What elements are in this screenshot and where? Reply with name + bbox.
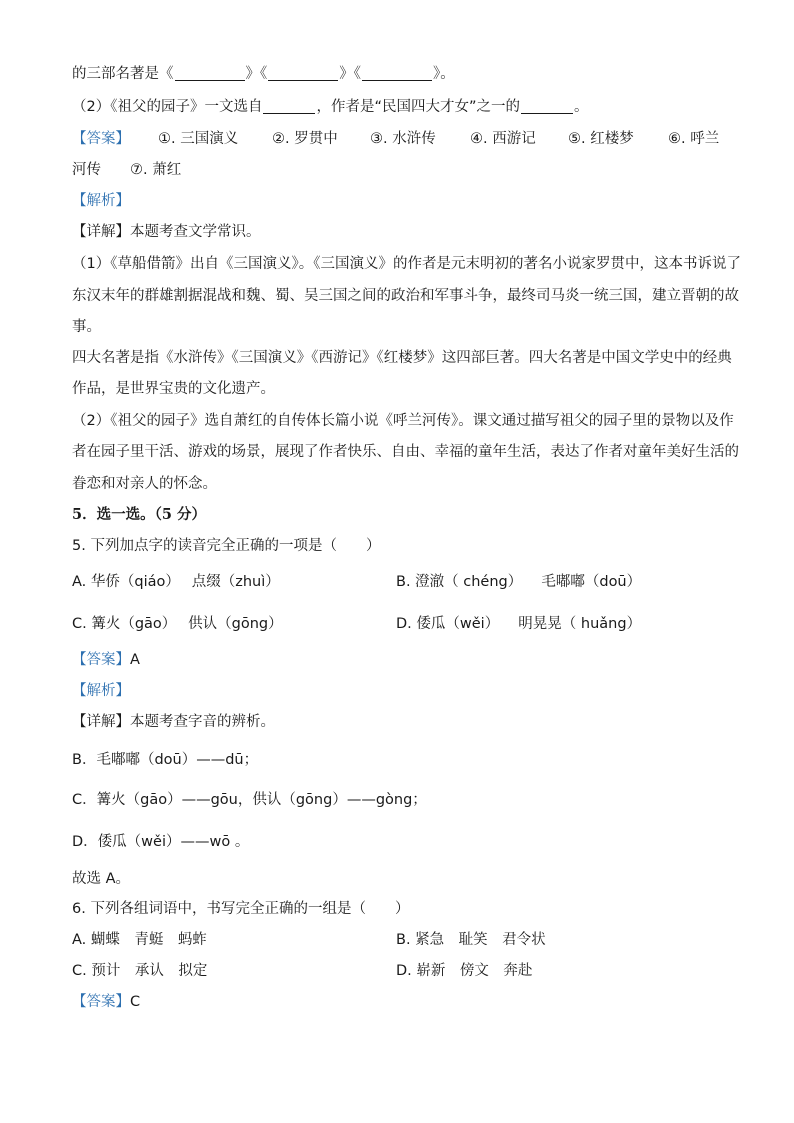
section-title: 5．选一选。（5 分） [72, 506, 206, 523]
final-choice: 故选 A。 [72, 871, 131, 887]
answer-label: 【答案】 [72, 994, 130, 1010]
blank-2[interactable] [268, 66, 338, 81]
answer-value: A [130, 652, 140, 668]
para3-line2: 者在园子里干活、游戏的场景，展现了作者快乐、自由、幸福的童年生活，表达了作者对童年美好生活的 [72, 444, 739, 460]
option-d[interactable]: D. 倭瓜（wěi） 明晃晃（ huǎng） [396, 616, 642, 632]
answer-label: 【答案】 [72, 652, 130, 668]
para3-line3: 眷恋和对亲人的怀念。 [72, 476, 217, 492]
blank-4[interactable] [263, 99, 315, 114]
answer-item: ②. 罗贯中 [272, 131, 338, 147]
para3-line1: （2）《祖父的园子》选自萧红的自传体长篇小说《呼兰河传》。课文通过描写祖父的园子里的景物以及作 [72, 413, 734, 429]
question-stem: 6. 下列各组词语中，书写完全正确的一组是（ ） [72, 901, 410, 917]
option-b[interactable]: B. 紧急 耻笑 君令状 [396, 932, 546, 948]
answer-item: ⑦. 萧红 [130, 162, 182, 178]
explanation-d: D．倭瓜（wěi）——wō 。 [72, 834, 250, 850]
answer-line [72, 992, 732, 1012]
q4-answer-line-2: 河传 ⑦. 萧红 [72, 162, 182, 178]
answer-item: ④. 西游记 [470, 131, 536, 147]
option-d[interactable]: D. 崭新 傍文 奔赴 [396, 963, 533, 979]
blank-3[interactable] [362, 66, 432, 81]
explanation-c: C．篝火（gāo）——gōu，供认（gōng）——gòng； [72, 792, 427, 808]
option-a[interactable]: A. 蝴蝶 青蜓 蚂蚱 [72, 932, 207, 948]
analysis-label: 【解析】 [72, 683, 130, 699]
detail-line: 【详解】本题考查字音的辨析。 [72, 714, 275, 730]
para1-line3: 事。 [72, 319, 101, 335]
blank-5[interactable] [521, 99, 573, 114]
answer-item: ⑥. 呼兰 [668, 131, 720, 147]
q4-answer-line [72, 129, 732, 149]
answer-label: 【答案】 [72, 131, 130, 147]
answer-item: ①. 三国演义 [158, 131, 239, 147]
question-stem: 5. 下列加点字的读音完全正确的一项是（ ） [72, 538, 381, 554]
answer-line [72, 650, 732, 670]
para1-line1: （1）《草船借箭》出自《三国演义》。《三国演义》的作者是元末明初的著名小说家罗贯中，这本书诉说了 [72, 256, 741, 272]
q4-line1: 的三部名著是《 》《 》《 》。 [72, 66, 455, 82]
option-c[interactable]: C. 篝火（gāo） 供认（gōng） [72, 616, 283, 632]
analysis-label: 【解析】 [72, 193, 130, 209]
option-c[interactable]: C. 预计 承认 拟定 [72, 963, 208, 979]
q4-line2: （2）《祖父的园子》一文选自 ，作者是“民国四大才女”之一的 。 [72, 99, 589, 115]
para2-line1: 四大名著是指《水浒传》《三国演义》《西游记》《红楼梦》这四部巨著。四大名著是中国文学史中的经典 [72, 350, 732, 366]
answer-item: ⑤. 红楼梦 [568, 131, 634, 147]
option-b[interactable]: B. 澄澈（ chéng） 毛嘟嘟（doū） [396, 574, 642, 590]
blank-1[interactable] [175, 66, 245, 81]
answer-item: ③. 水浒传 [370, 131, 436, 147]
para2-line2: 作品，是世界宝贵的文化遗产。 [72, 381, 275, 397]
detail-line: 【详解】本题考查文学常识。 [72, 224, 261, 240]
para1-line2: 东汉末年的群雄割据混战和魏、蜀、吴三国之间的政治和军事斗争，最终司马炎一统三国，建立晋朝的故 [72, 288, 739, 304]
explanation-b: B．毛嘟嘟（doū）——dū； [72, 752, 259, 768]
option-a[interactable]: A. 华侨（qiáo） 点缀（zhuì） [72, 574, 280, 590]
answer-value: C [130, 994, 141, 1010]
